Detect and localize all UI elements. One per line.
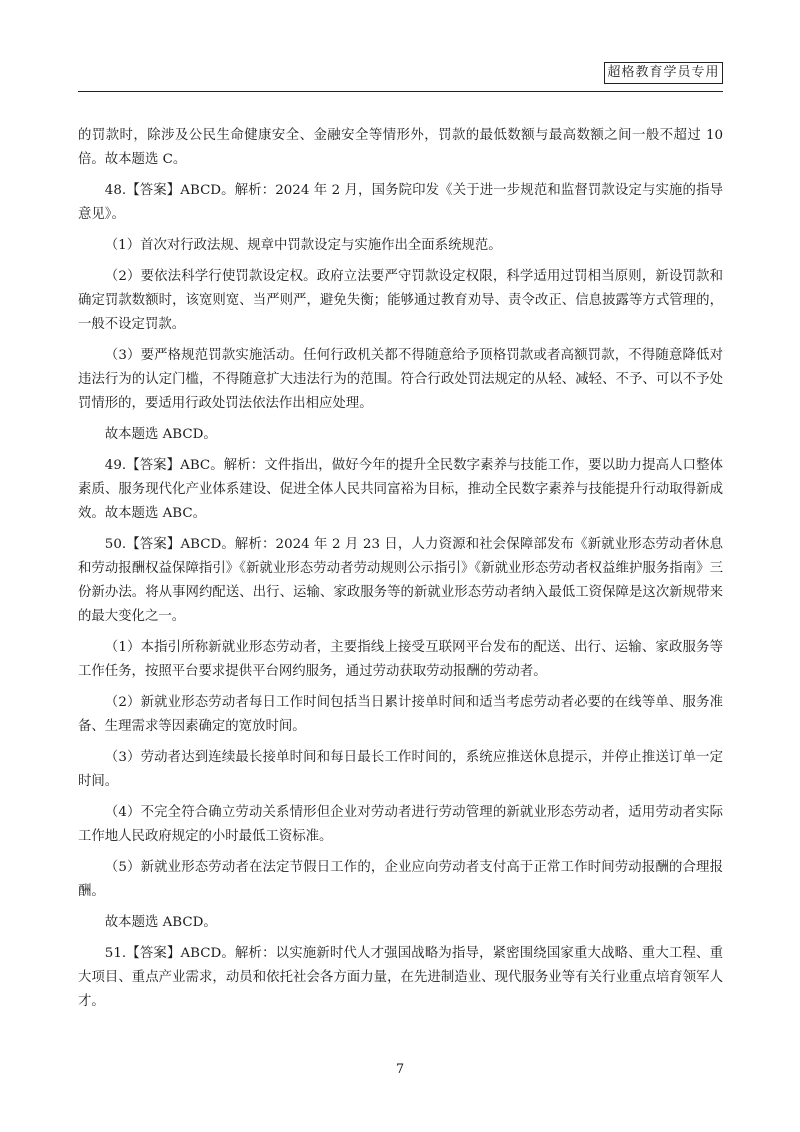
- paragraph-continuation: 的罚款时，除涉及公民生命健康安全、金融安全等情形外，罚款的最低数额与最高数额之间一般不超过 10 倍。故本题选 C。: [78, 128, 723, 167]
- answer-48-point-3: （3）要严格规范罚款实施活动。任何行政机关都不得随意给予顶格罚款或者高额罚款，不得随意降低对违法行为的认定门槛，不得随意扩大违法行为的范围。符合行政处罚法规定的从轻、减轻、不予、可以不予处罚情形的，要适用行政处罚法依法作出相应处理。: [78, 348, 723, 411]
- answer-51: 51.【答案】ABCD。解析：以实施新时代人才强国战略为指导，紧密围绕国家重大战略、重大工程、重大项目、重点产业需求，动员和依托社会各方面力量，在先进制造业、现代服务业等有关行业重点培育领军人才。: [78, 946, 723, 1009]
- answer-50-point-4: （4）不完全符合确立劳动关系情形但企业对劳动者进行劳动管理的新就业形态劳动者，适用劳动者实际工作地人民政府规定的小时最低工资标准。: [78, 805, 723, 844]
- answer-50-point-2: （2）新就业形态劳动者每日工作时间包括当日累计接单时间和适当考虑劳动者必要的在线等单、服务准备、生理需求等因素确定的宽放时间。: [78, 695, 723, 734]
- answer-50: 50.【答案】ABCD。解析：2024 年 2 月 23 日，人力资源和社会保障部发布《新就业形态劳动者休息和劳动报酬权益保障指引》《新就业形态劳动者劳动规则公示指引》《新就业形态劳动者权益维护服务指南》三份新办法。将从事网约配送、出行、运输、家政服务等的新就业形态劳动者纳入最低工资保障是这次新规带来的最大变化之一。: [78, 537, 723, 624]
- answer-50-conclusion: 故本题选 ABCD。: [104, 915, 217, 930]
- document-body: [78, 124, 723, 1021]
- answer-49: 49.【答案】ABC。解析：文件指出，做好今年的提升全民数字素养与技能工作，要以助力提高人口整体素质、服务现代化产业体系建设、促进全体人民共同富裕为目标，推动全民数字素养与技能提升行动取得新成效。故本题选 ABC。: [78, 458, 723, 521]
- answer-50-point-5: （5）新就业形态劳动者在法定节假日工作的，企业应向劳动者支付高于正常工作时间劳动报酬的合理报酬。: [78, 860, 723, 899]
- header-badge: 超格教育学员专用: [604, 62, 723, 84]
- header-rule: [78, 91, 723, 92]
- page-number: 7: [395, 1062, 405, 1077]
- answer-48-point-2: （2）要依法科学行使罚款设定权。政府立法要严守罚款设定权限，科学适用过罚相当原则，新设罚款和确定罚款数额时，该宽则宽、当严则严，避免失衡；能够通过教育劝导、责令改正、信息披露等方式管理的，一般不设定罚款。: [78, 269, 723, 332]
- answer-50-point-1: （1）本指引所称新就业形态劳动者，主要指线上接受互联网平台发布的配送、出行、运输、家政服务等工作任务，按照平台要求提供平台网约服务，通过劳动获取劳动报酬的劳动者。: [78, 640, 723, 679]
- answer-48-conclusion: 故本题选 ABCD。: [104, 427, 217, 442]
- answer-48-point-1: （1）首次对行政法规、规章中罚款设定与实施作出全面系统规范。: [104, 238, 502, 253]
- answer-48: 48.【答案】ABCD。解析：2024 年 2 月，国务院印发《关于进一步规范和监督罚款设定与实施的指导意见》。: [78, 183, 723, 222]
- answer-50-point-3: （3）劳动者达到连续最长接单时间和每日最长工作时间的，系统应推送休息提示，并停止推送订单一定时间。: [78, 750, 723, 789]
